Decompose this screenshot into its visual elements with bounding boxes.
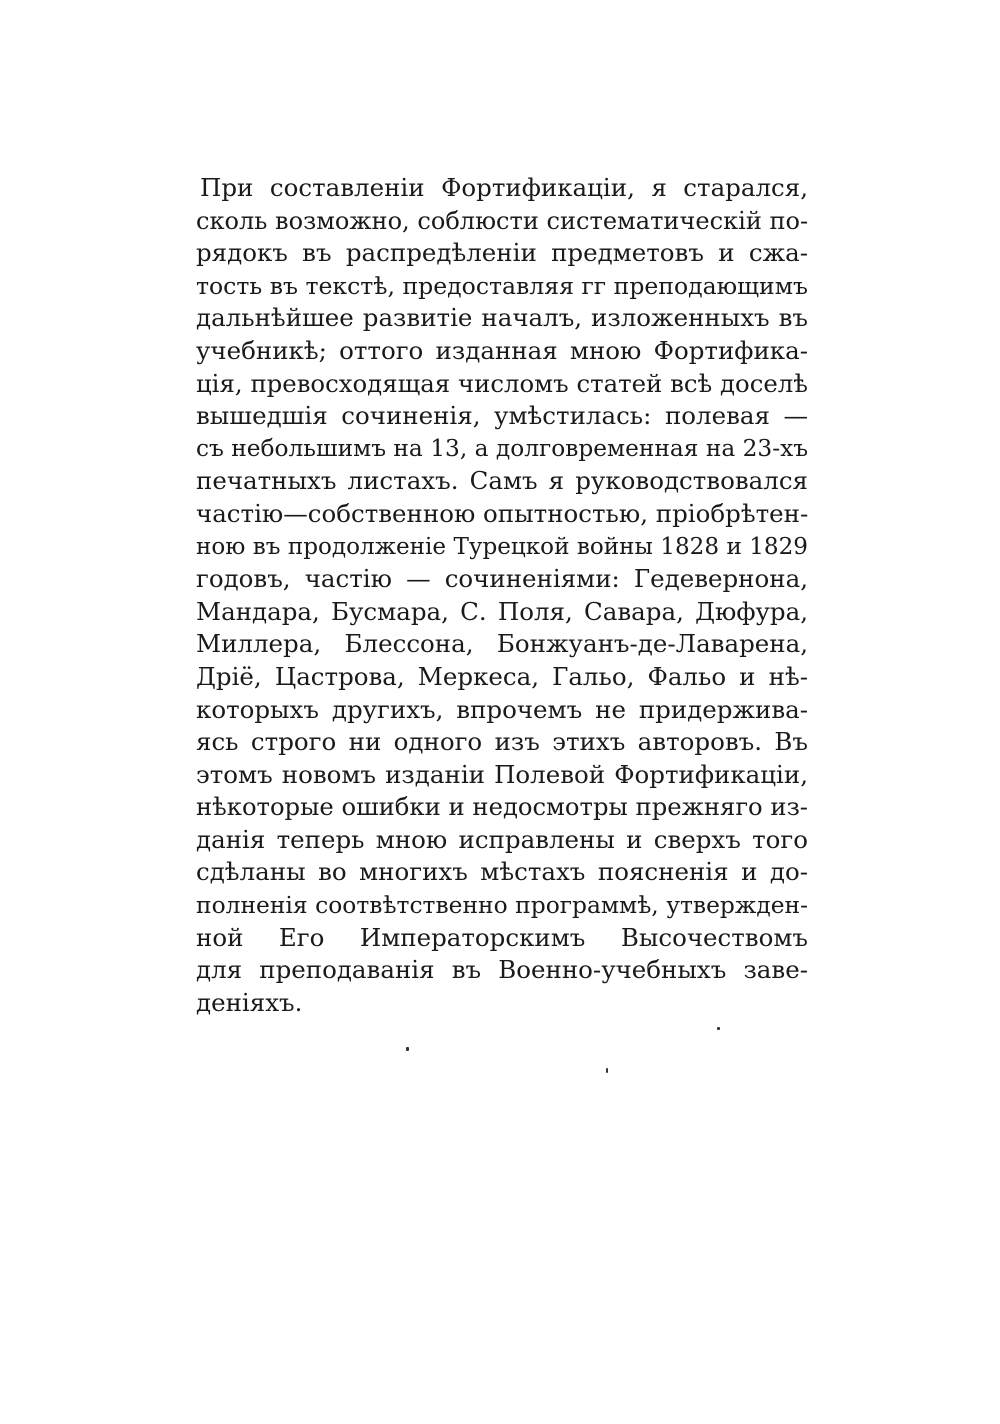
text-line: Дріё, Цастрова, Меркеса, Гальо, Фальо и нѣ- xyxy=(196,661,808,691)
text-line: печатныхъ листахъ. Самъ я руководствовался xyxy=(196,466,808,496)
text-line: годовъ, частію — сочиненіями: Гедевернона, xyxy=(196,564,808,594)
print-speck xyxy=(717,1027,720,1030)
text-line: данія теперь мною исправлены и сверхъ того xyxy=(196,824,808,854)
text-line: сколь возможно, соблюсти систематическій по- xyxy=(196,206,809,235)
text-line: нѣкоторые ошибки и недосмотры прежняго из- xyxy=(196,792,808,822)
text-line: ной Его Императорскимъ Высочествомъ xyxy=(196,922,808,952)
text-line: для преподаванія въ Военно-учебныхъ заве- xyxy=(196,955,808,985)
print-speck xyxy=(406,1047,409,1051)
text-line: дальнѣйшее развитіе началъ, изложенныхъ въ xyxy=(196,303,808,333)
text-line: учебникѣ; оттого изданная мною Фортифика- xyxy=(196,335,808,365)
text-line: ною въ продолженіе Турецкой войны 1828 и 1829 xyxy=(196,533,808,560)
text-line: частію—собственною опытностью, пріобрѣтен- xyxy=(196,498,809,528)
text-line: этомъ новомъ изданіи Полевой Фортификаціи, xyxy=(196,759,808,789)
text-line: деніяхъ. xyxy=(196,987,303,1017)
text-line: сдѣланы во многихъ мѣстахъ поясненія и до- xyxy=(196,857,808,887)
print-speck xyxy=(606,1068,608,1073)
text-line: вышедшія сочиненія, умѣстилась: полевая — xyxy=(196,401,808,431)
preface-paragraph xyxy=(196,172,808,1019)
text-line: Миллера, Блессона, Бонжуанъ-де-Лаварена, xyxy=(196,629,808,659)
text-line: Мандара, Бусмара, С. Поля, Савара, Дюфура, xyxy=(196,596,808,626)
text-line: съ небольшимъ на 13, а долговременная на 23-хъ xyxy=(196,434,808,462)
text-line: полненія соотвѣтственно программѣ, утвержден- xyxy=(196,891,808,920)
text-line: рядокъ въ распредѣленіи предметовъ и сжа- xyxy=(196,238,808,268)
text-line: которыхъ другихъ, впрочемъ не придержива- xyxy=(196,694,808,724)
text-line: ясь строго ни одного изъ этихъ авторовъ. Въ xyxy=(196,727,808,757)
text-line: При составленіи Фортификаціи, я старался, xyxy=(200,173,808,202)
text-line: ція, превосходящая числомъ статей всѣ доселѣ xyxy=(196,368,808,398)
text-line: тость въ текстѣ, предоставляя гг преподающимъ xyxy=(196,271,808,300)
